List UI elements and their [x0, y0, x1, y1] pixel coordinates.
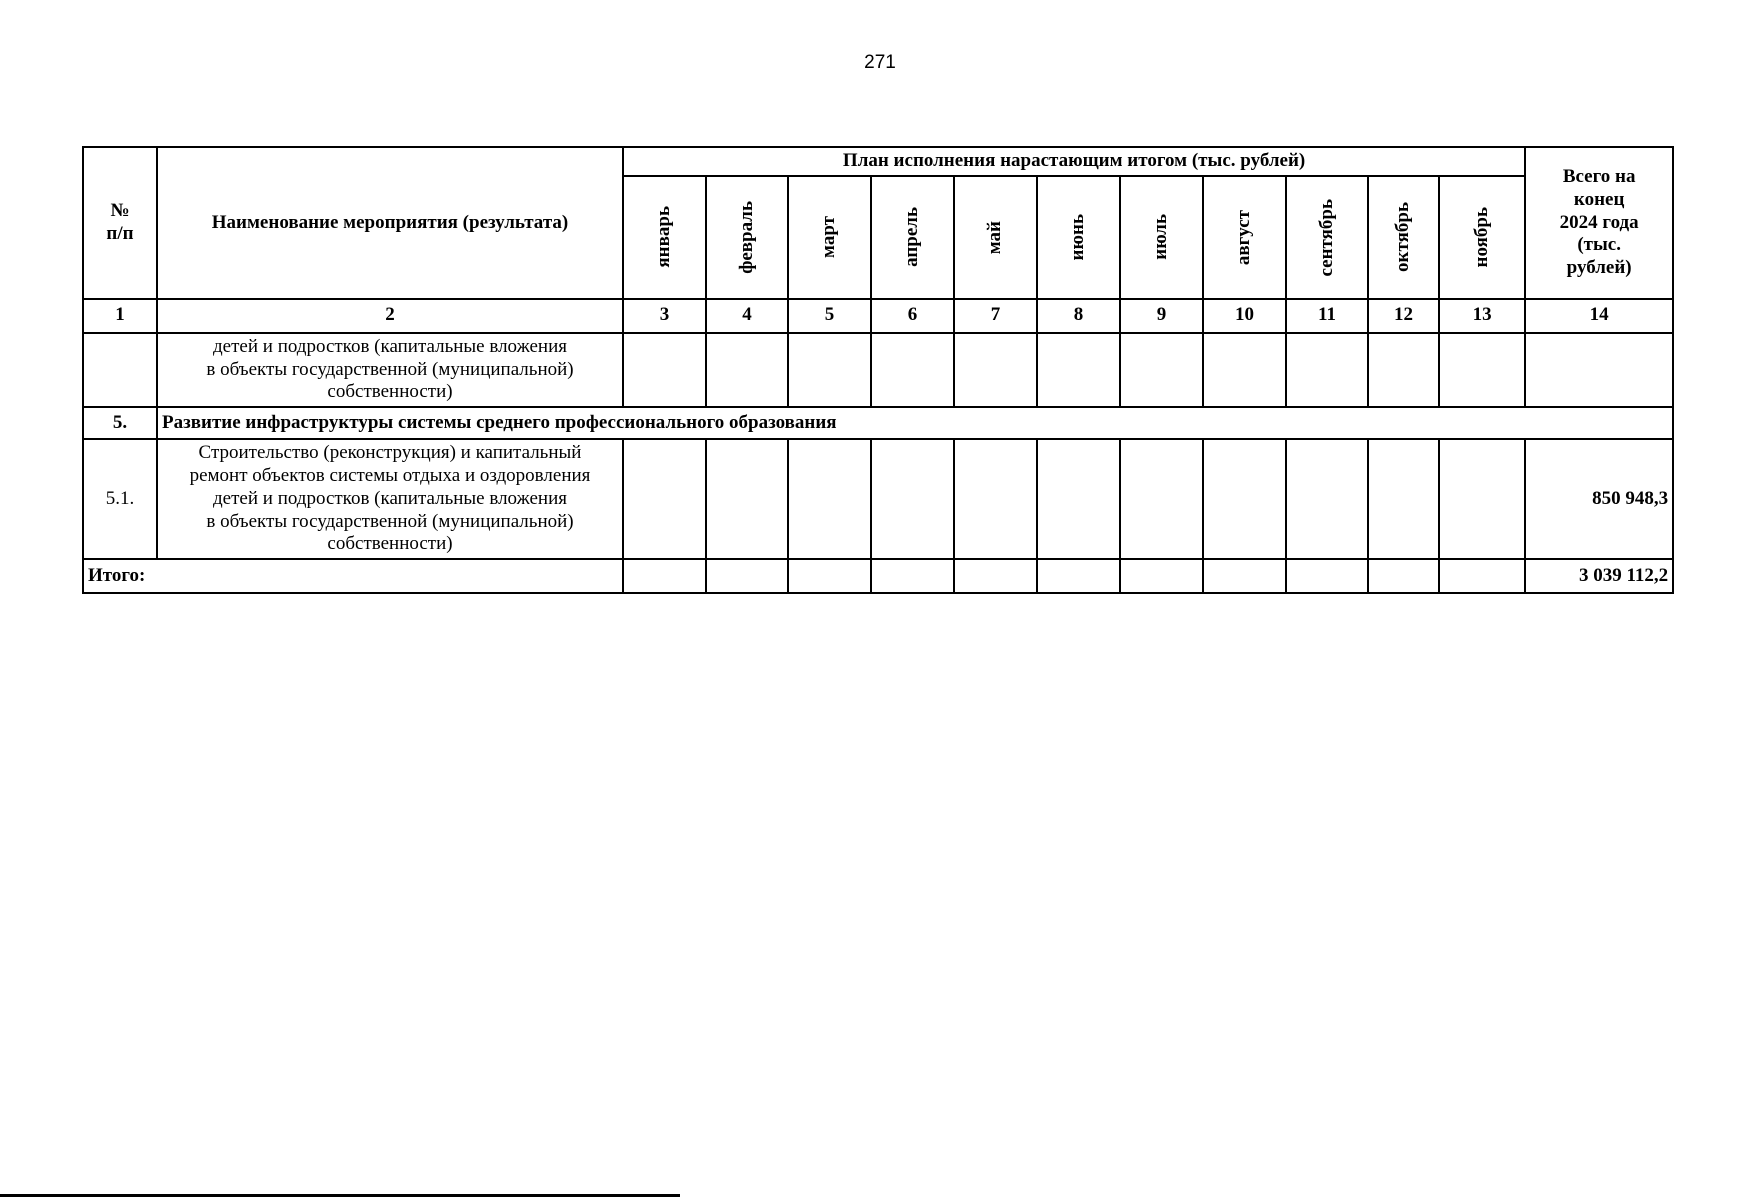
column-number: 9 — [1120, 299, 1203, 333]
month-value-cell — [1037, 333, 1120, 407]
name-line: в объекты государственной (муниципальной) — [206, 510, 574, 532]
month-value-cell — [1203, 333, 1286, 407]
column-number: 14 — [1525, 299, 1673, 333]
month-value-cell — [1120, 439, 1203, 559]
month-value-cell — [788, 559, 871, 593]
table-row-continued — [83, 333, 1673, 407]
month-label: май — [984, 220, 1006, 254]
name-line: Строительство (реконструкция) и капитальный — [198, 442, 582, 464]
month-label: июнь — [1067, 214, 1089, 261]
month-value-cell — [623, 439, 706, 559]
row-name-cell — [157, 333, 623, 407]
name-line: собственности) — [327, 533, 453, 555]
month-value-cell — [954, 439, 1037, 559]
month-header-september — [1286, 176, 1368, 299]
column-number: 13 — [1439, 299, 1525, 333]
month-value-cell — [1203, 439, 1286, 559]
month-value-cell — [1368, 439, 1439, 559]
column-number: 5 — [788, 299, 871, 333]
month-label: июль — [1150, 214, 1172, 261]
month-value-cell — [1368, 333, 1439, 407]
column-number: 6 — [871, 299, 954, 333]
month-value-cell — [706, 333, 788, 407]
name-line: ремонт объектов системы отдыха и оздоровления — [189, 464, 591, 486]
itogo-row — [83, 559, 1673, 593]
page-number: 271 — [864, 52, 896, 73]
name-line: собственности) — [327, 381, 453, 403]
header-num-line1: № — [110, 200, 130, 222]
header-total-line2: конец — [1573, 188, 1625, 210]
month-header-october — [1368, 176, 1439, 299]
month-value-cell — [1439, 333, 1525, 407]
name-line: детей и подростков (капитальные вложения — [213, 487, 567, 509]
month-label: февраль — [735, 200, 757, 274]
header-plan: План исполнения нарастающим итогом (тыс. рублей) — [623, 147, 1525, 176]
name-line: детей и подростков (капитальные вложения — [213, 335, 567, 357]
row-num-cell: 5.1. — [83, 439, 157, 559]
month-header-july — [1120, 176, 1203, 299]
column-number: 1 — [83, 299, 157, 333]
row-total-cell — [1525, 333, 1673, 407]
month-label: ноябрь — [1470, 207, 1492, 268]
column-number-row — [83, 299, 1673, 333]
month-value-cell — [623, 333, 706, 407]
month-value-cell — [954, 559, 1037, 593]
month-label: сентябрь — [1315, 198, 1337, 277]
month-label: август — [1233, 209, 1255, 265]
month-value-cell — [623, 559, 706, 593]
month-value-cell — [1439, 559, 1525, 593]
row-total-cell: 850 948,3 — [1525, 439, 1673, 559]
header-total-line1: Всего на — [1562, 165, 1636, 187]
month-value-cell — [1286, 333, 1368, 407]
month-value-cell — [1120, 333, 1203, 407]
scan-edge-line — [0, 1194, 680, 1197]
month-header-april — [871, 176, 954, 299]
section-row — [83, 407, 1673, 439]
month-header-august — [1203, 176, 1286, 299]
table-row-5-1 — [83, 439, 1673, 559]
month-label: январь — [653, 206, 675, 269]
column-number: 4 — [706, 299, 788, 333]
month-value-cell — [1037, 559, 1120, 593]
month-label: октябрь — [1392, 202, 1414, 273]
section-num-cell: 5. — [83, 407, 157, 439]
column-number: 10 — [1203, 299, 1286, 333]
month-header-february — [706, 176, 788, 299]
month-header-may — [954, 176, 1037, 299]
column-number: 7 — [954, 299, 1037, 333]
month-label: апрель — [901, 207, 923, 268]
name-line: в объекты государственной (муниципальной) — [206, 358, 574, 380]
plan-table — [82, 146, 1674, 594]
month-value-cell — [871, 559, 954, 593]
month-value-cell — [1286, 559, 1368, 593]
header-total-line3: 2024 года — [1559, 211, 1639, 233]
header-total — [1525, 147, 1673, 299]
month-header-november — [1439, 176, 1525, 299]
header-num — [83, 147, 157, 299]
month-header-june — [1037, 176, 1120, 299]
month-value-cell — [954, 333, 1037, 407]
month-value-cell — [871, 333, 954, 407]
month-value-cell — [788, 333, 871, 407]
month-label: март — [818, 216, 840, 259]
row-name-cell — [157, 439, 623, 559]
row-num-cell — [83, 333, 157, 407]
month-value-cell — [1037, 439, 1120, 559]
month-value-cell — [706, 439, 788, 559]
month-value-cell — [1368, 559, 1439, 593]
header-total-line4: (тыс. — [1577, 234, 1621, 256]
itogo-label-cell: Итого: — [83, 559, 623, 593]
header-name: Наименование мероприятия (результата) — [157, 147, 623, 299]
column-number: 12 — [1368, 299, 1439, 333]
column-number: 2 — [157, 299, 623, 333]
header-total-line5: рублей) — [1566, 257, 1632, 279]
month-value-cell — [788, 439, 871, 559]
month-value-cell — [1120, 559, 1203, 593]
column-number: 8 — [1037, 299, 1120, 333]
itogo-total-cell: 3 039 112,2 — [1525, 559, 1673, 593]
month-value-cell — [1203, 559, 1286, 593]
month-header-january — [623, 176, 706, 299]
month-value-cell — [871, 439, 954, 559]
column-number: 3 — [623, 299, 706, 333]
header-row-top — [83, 147, 1673, 176]
month-value-cell — [1286, 439, 1368, 559]
month-value-cell — [706, 559, 788, 593]
column-number: 11 — [1286, 299, 1368, 333]
section-title-cell: Развитие инфраструктуры системы среднего профессионального образования — [157, 407, 1673, 439]
month-value-cell — [1439, 439, 1525, 559]
month-header-march — [788, 176, 871, 299]
header-num-line2: п/п — [106, 222, 134, 244]
